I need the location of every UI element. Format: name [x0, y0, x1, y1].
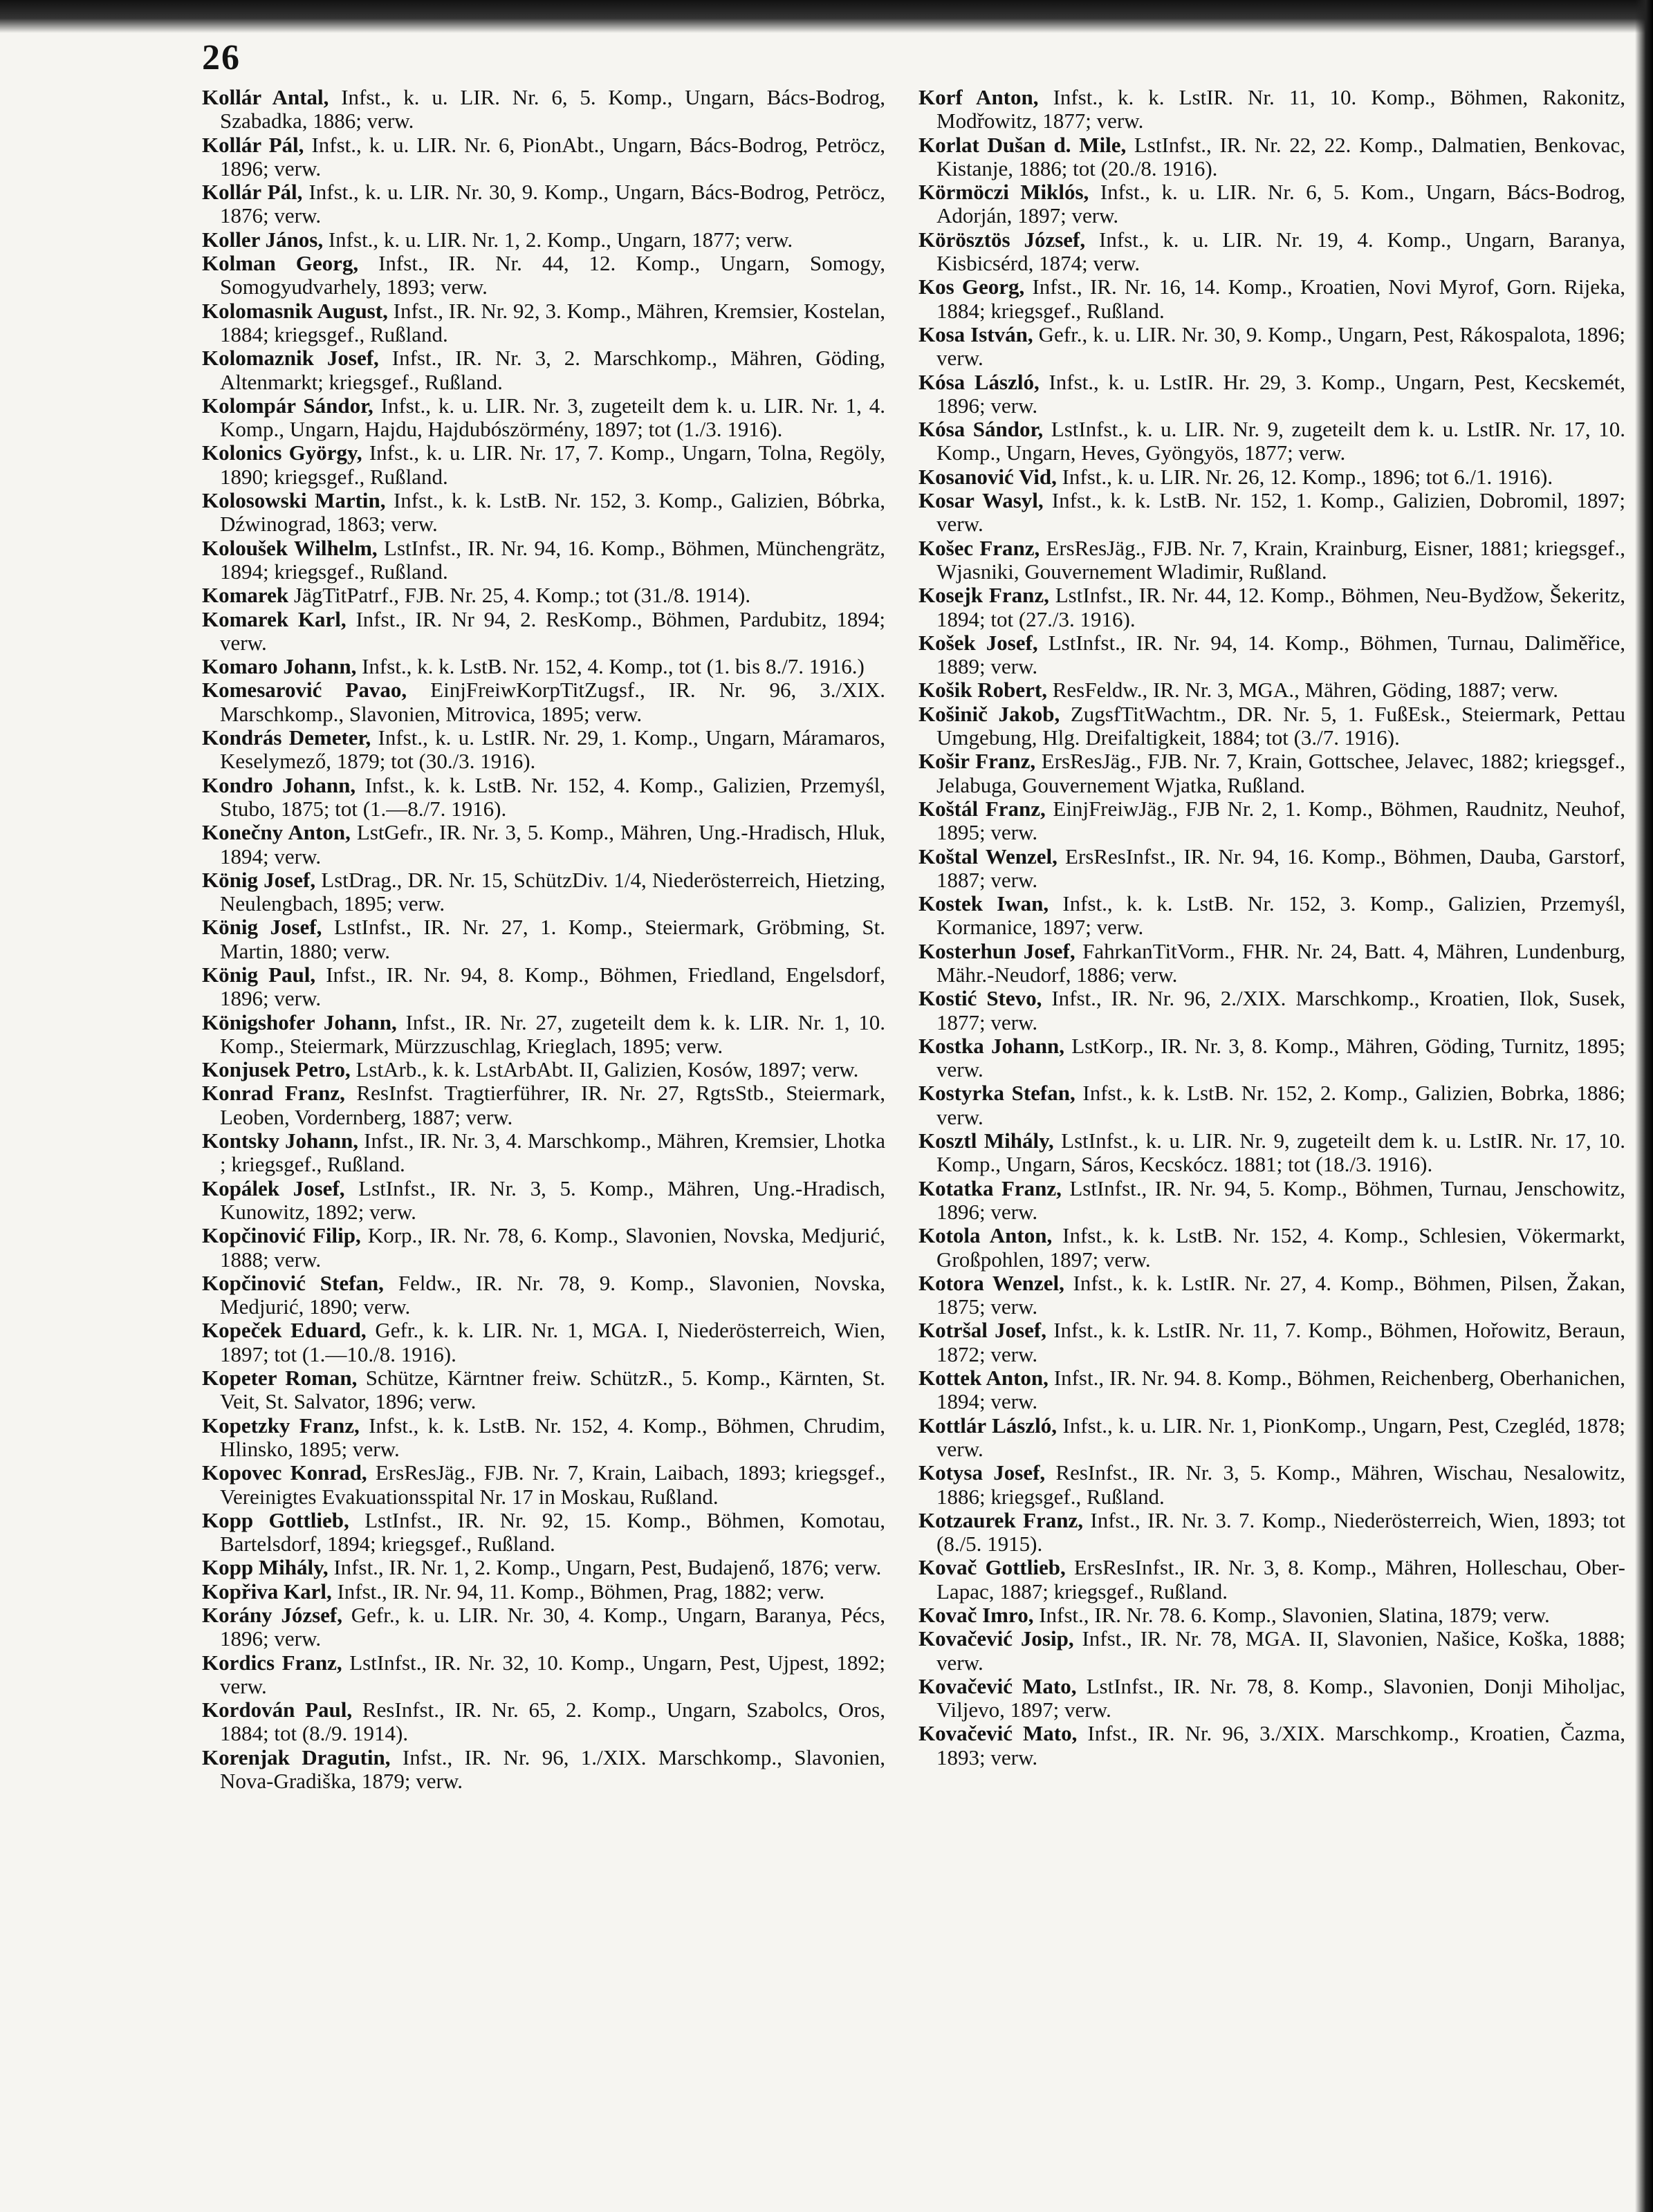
entry-details: Infst., IR. Nr. 78, MGA. II, Slavonien, Našice, Koška, 1888; verw. [936, 1626, 1625, 1675]
list-entry [202, 916, 885, 963]
entry-name: Kolosowski Martin, [202, 488, 386, 513]
entry-details: Infst., k. k. LstB. Nr. 152, 4. Komp., Galizien, Przemyśl, Stubo, 1875; tot (1.—8./7. 1916). [220, 772, 885, 821]
entry-details: ErsResJäg., FJB. Nr. 7, Krain, Krainburg, Eisner, 1881; kriegsgef., Wjasniki, Gouvernement Wladimir, Rußland. [936, 535, 1625, 584]
entry-details: JägTitPatrf., FJB. Nr. 25, 4. Komp.; tot (31./8. 1914). [288, 583, 751, 608]
entry-name: Kostyrka Stefan, [918, 1081, 1075, 1106]
entry-details: LstDrag., DR. Nr. 15, SchützDiv. 1/4, Niederösterreich, Hietzing, Neulengbach, 1895; verw. [220, 867, 885, 916]
entry-details: ResFeldw., IR. Nr. 3, MGA., Mähren, Göding, 1887; verw. [1047, 678, 1559, 703]
entry-details: Schütze, Kärntner freiw. SchützR., 5. Komp., Kärnten, St. Veit, St. Salvator, 1896; verw. [220, 1366, 885, 1414]
list-entry [918, 1129, 1625, 1177]
entry-details: Infst., IR. Nr. 44, 12. Komp., Ungarn, Somogy, Somogyudvarhely, 1893; verw. [220, 251, 885, 299]
entry-details: Infst., IR. Nr. 3, 2. Marschkomp., Mähren, Göding, Altenmarkt; kriegsgef., Rußland. [220, 346, 885, 394]
list-entry [918, 465, 1625, 489]
entry-details: ErsResInfst., IR. Nr. 94, 16. Komp., Böhmen, Dauba, Garstorf, 1887; verw. [936, 844, 1625, 892]
entry-details: Infst., k. k. LstB. Nr. 152, 4. Komp., tot (1. bis 8./7. 1916.) [356, 654, 865, 679]
entry-name: Kolonics György, [202, 440, 362, 465]
entry-name: Kosterhun Josef, [918, 938, 1075, 963]
entry-name: Korf Anton, [918, 85, 1039, 109]
entry-details: Infst., k. u. LIR. Nr. 6, 5. Kom., Ungarn, Bács-Bodrog, Adorján, 1897; verw. [936, 180, 1625, 228]
entry-details: ResInfst., IR. Nr. 3, 5. Komp., Mähren, Wischau, Nesalowitz, 1886; kriegsgef., Rußland. [936, 1460, 1625, 1509]
list-entry [202, 180, 885, 228]
entry-details: EinjFreiwJäg., FJB Nr. 2, 1. Komp., Böhmen, Raudnitz, Neuhof, 1895; verw. [936, 796, 1625, 845]
scan-edge-top [0, 0, 1653, 33]
entry-name: Koštál Franz, [918, 796, 1046, 821]
entry-name: Kollár Pál, [202, 132, 304, 157]
entry-details: Infst., k. u. LIR. Nr. 1, PionKomp., Ungarn, Pest, Czegléd, 1878; verw. [936, 1413, 1625, 1461]
entry-details: Infst., k. k. LstB. Nr. 152, 3. Komp., Galizien, Bóbrka, Dźwinograd, 1863; verw. [220, 488, 885, 537]
list-entry [202, 1224, 885, 1272]
list-entry [918, 1509, 1625, 1556]
entry-name: Korenjak Dragutin, [202, 1745, 391, 1769]
list-entry [918, 797, 1625, 845]
list-entry [202, 394, 885, 442]
list-entry [918, 86, 1625, 133]
list-entry [918, 133, 1625, 181]
list-entry [918, 1556, 1625, 1604]
entry-name: Kotatka Franz, [918, 1175, 1062, 1200]
entry-name: Kottek Anton, [918, 1366, 1049, 1391]
entry-details: Infst., k. k. LstB. Nr. 152, 3. Komp., Galizien, Przemyśl, Kormanice, 1897; verw. [936, 891, 1625, 940]
entry-name: Košek Josef, [918, 630, 1038, 655]
list-entry [202, 1556, 885, 1579]
entry-name: Kondro Johann, [202, 772, 356, 797]
entry-details: ZugsfTitWachtm., DR. Nr. 5, 1. FußEsk., Steiermark, Pettau Umgebung, Hlg. Dreifaltigkeit, 1884; tot (3./7. 1916). [936, 701, 1625, 750]
entry-name: Konjusek Petro, [202, 1057, 351, 1082]
list-entry [918, 1414, 1625, 1462]
entry-name: Koller János, [202, 227, 324, 252]
entry-name: Kontsky Johann, [202, 1128, 359, 1153]
entry-details: Infst., k. u. LIR. Nr. 19, 4. Komp., Ungarn, Baranya, Kisbicsérd, 1874; verw. [936, 227, 1625, 276]
entry-details: LstInfst., IR. Nr. 44, 12. Komp., Böhmen, Neu-Bydžow, Šekeritz, 1894; tot (27./3. 1916). [936, 583, 1625, 631]
entry-name: Kovač Gottlieb, [918, 1555, 1066, 1580]
list-entry [918, 845, 1625, 893]
list-entry [918, 228, 1625, 276]
entry-details: Infst., IR. Nr. 94. 8. Komp., Böhmen, Reichenberg, Oberhanichen, 1894; verw. [936, 1366, 1625, 1414]
entry-details: Infst., IR. Nr. 3, 4. Marschkomp., Mähren, Kremsier, Lhotka ; kriegsgef., Rußland. [220, 1128, 885, 1177]
entry-details: Korp., IR. Nr. 78, 6. Komp., Slavonien, Novska, Medjurić, 1888; verw. [220, 1223, 885, 1272]
list-entry [202, 1177, 885, 1225]
list-entry [202, 1461, 885, 1509]
entry-details: ErsResInfst., IR. Nr. 3, 8. Komp., Mähren, Holleschau, Ober-Lapac, 1887; kriegsgef., Rußland. [936, 1555, 1625, 1604]
entry-details: LstKorp., IR. Nr. 3, 8. Komp., Mähren, Göding, Turnitz, 1895; verw. [936, 1033, 1625, 1082]
entry-details: Infst., k. k. LstB. Nr. 152, 1. Komp., Galizien, Dobromil, 1897; verw. [936, 488, 1625, 537]
entry-details: Infst., k. u. LIR. Nr. 3, zugeteilt dem k. u. LIR. Nr. 1, 4. Komp., Ungarn, Hajdu, Hajdubószörmény, 1897; tot (1./3. 1916). [220, 393, 886, 442]
list-entry [202, 1011, 885, 1059]
list-entry [918, 631, 1625, 679]
entry-name: Kostić Stevo, [918, 986, 1042, 1011]
entry-details: LstInfst., IR. Nr. 22, 22. Komp., Dalmatien, Benkovac, Kistanje, 1886; tot (20./8. 1916). [936, 132, 1625, 180]
list-entry [918, 987, 1625, 1034]
list-entry [918, 275, 1625, 323]
list-entry [918, 892, 1625, 940]
entry-details: Gefr., k. u. LIR. Nr. 30, 4. Komp., Ungarn, Baranya, Pécs, 1896; verw. [220, 1603, 885, 1651]
list-entry [202, 655, 885, 678]
list-entry [202, 299, 885, 347]
entry-name: Kopp Mihály, [202, 1555, 329, 1580]
list-entry [918, 1366, 1625, 1414]
entry-name: Kosa István, [918, 322, 1033, 346]
entry-name: Kolompár Sándor, [202, 393, 373, 418]
list-entry [202, 1129, 885, 1177]
entry-name: König Paul, [202, 962, 316, 987]
entry-details: ResInfst., IR. Nr. 65, 2. Komp., Ungarn, Szabolcs, Oros, 1884; tot (8./9. 1914). [220, 1698, 885, 1746]
entry-details: ResInfst. Tragtierführer, IR. Nr. 27, RgtsStb., Steiermark, Leoben, Vordernberg, 1887; verw. [220, 1081, 885, 1129]
left-column [202, 86, 885, 1793]
scan-edge-right [1635, 0, 1653, 2212]
entry-details: Infst., k. k. LstIR. Nr. 11, 7. Komp., Böhmen, Hořowitz, Beraun, 1872; verw. [936, 1318, 1625, 1366]
list-entry [918, 1177, 1625, 1225]
entry-name: Korány József, [202, 1603, 343, 1627]
list-entry [202, 1081, 885, 1129]
entry-name: Kosar Wasyl, [918, 488, 1044, 513]
entry-details: FahrkanTitVorm., FHR. Nr. 24, Batt. 4, Mähren, Lundenburg, Mähr.-Neudorf, 1886; verw. [936, 938, 1626, 987]
entry-details: Infst., IR. Nr. 96, 1./XIX. Marschkomp., Slavonien, Nova-Gradiška, 1879; verw. [220, 1745, 885, 1794]
entry-name: Kovačević Josip, [918, 1626, 1074, 1651]
entry-name: Kolomaznik Josef, [202, 346, 379, 371]
entry-details: LstInfst., IR. Nr. 94, 5. Komp., Böhmen, Turnau, Jenschowitz, 1896; verw. [936, 1175, 1625, 1224]
list-entry [202, 1272, 885, 1319]
entry-name: Kopčinović Stefan, [202, 1270, 384, 1295]
entry-details: Infst., IR. Nr. 96, 2./XIX. Marschkomp., Kroatien, Ilok, Susek, 1877; verw. [936, 986, 1625, 1034]
list-entry [202, 1058, 885, 1081]
list-entry [202, 1509, 885, 1556]
entry-name: Kopčinović Filip, [202, 1223, 361, 1248]
right-column [918, 86, 1625, 1769]
list-entry [918, 1272, 1625, 1319]
entry-name: Kostka Johann, [918, 1033, 1064, 1058]
entry-details: Infst., IR. Nr. 94, 11. Komp., Böhmen, Prag, 1882; verw. [331, 1579, 825, 1604]
entry-name: Kordován Paul, [202, 1698, 353, 1722]
entry-name: Kopřiva Karl, [202, 1579, 332, 1604]
entry-details: Infst., k. u. LIR. Nr. 1, 2. Komp., Ungarn, 1877; verw. [323, 227, 793, 252]
entry-details: Infst., IR. Nr. 78. 6. Komp., Slavonien, Slatina, 1879; verw. [1033, 1603, 1550, 1627]
list-entry [918, 371, 1625, 418]
entry-details: LstGefr., IR. Nr. 3, 5. Komp., Mähren, Ung.-Hradisch, Hluk, 1894; verw. [220, 820, 885, 868]
list-entry [202, 774, 885, 821]
list-entry [202, 252, 885, 299]
entry-details: Infst., IR. Nr. 92, 3. Komp., Mähren, Kremsier, Kostelan, 1884; kriegsgef., Rußland. [220, 298, 885, 346]
entry-name: Kopeter Roman, [202, 1366, 358, 1391]
entry-name: Kotysa Josef, [918, 1460, 1046, 1485]
entry-details: Infst., k. k. LstIR. Nr. 27, 4. Komp., Böhmen, Pilsen, Žakan, 1875; verw. [936, 1270, 1626, 1319]
entry-name: Kottlár László, [918, 1413, 1057, 1438]
entry-details: Feldw., IR. Nr. 78, 9. Komp., Slavonien, Novska, Medjurić, 1890; verw. [220, 1270, 885, 1319]
entry-name: Kopeček Eduard, [202, 1318, 367, 1343]
entry-details: LstInfst., IR. Nr. 94, 16. Komp., Böhmen, Münchengrätz, 1894; kriegsgef., Rußland. [220, 535, 885, 584]
list-entry [202, 726, 885, 774]
list-entry [202, 86, 885, 133]
list-entry [202, 346, 885, 394]
list-entry [918, 1722, 1625, 1769]
entry-name: Kosejk Franz, [918, 583, 1049, 608]
entry-name: Kolman Georg, [202, 251, 359, 276]
list-entry [918, 1627, 1625, 1675]
list-entry [202, 584, 885, 607]
entry-details: Infst., k. k. LstB. Nr. 152, 4. Komp., Schlesien, Vökermarkt, Großpohlen, 1897; verw. [936, 1223, 1626, 1272]
entry-name: König Josef, [202, 867, 316, 892]
entry-details: Infst., k. u. LIR. Nr. 6, PionAbt., Ungarn, Bács-Bodrog, Petröcz, 1896; verw. [220, 132, 885, 180]
entry-name: Kosztl Mihály, [918, 1128, 1054, 1153]
entry-details: LstInfst., IR. Nr. 3, 5. Komp., Mähren, Ung.-Hradisch, Kunowitz, 1892; verw. [220, 1175, 885, 1224]
entry-name: Kostek Iwan, [918, 891, 1049, 916]
entry-details: LstArb., k. k. LstArbAbt. II, Galizien, Kosów, 1897; verw. [350, 1057, 859, 1082]
list-entry [202, 678, 885, 726]
list-entry [202, 1651, 885, 1699]
list-entry [918, 1675, 1625, 1722]
entry-name: Komesarović Pavao, [202, 678, 407, 703]
entry-name: Košir Franz, [918, 749, 1036, 774]
entry-details: Infst., k. u. LIR. Nr. 6, 5. Komp., Ungarn, Bács-Bodrog, Szabadka, 1886; verw. [220, 85, 885, 133]
entry-name: König Josef, [202, 915, 322, 940]
entry-details: EinjFreiwKorpTitZugsf., IR. Nr. 96, 3./XIX. Marschkomp., Slavonien, Mitrovica, 1895; verw. [220, 678, 885, 726]
entry-name: Kotzaurek Franz, [918, 1507, 1083, 1532]
entry-name: Kollár Antal, [202, 85, 329, 109]
list-entry [202, 1319, 885, 1366]
list-entry [202, 441, 885, 489]
entry-details: Infst., k. u. LIR. Nr. 26, 12. Komp., 1896; tot 6./1. 1916). [1056, 464, 1553, 489]
entry-details: LstInfst., IR. Nr. 27, 1. Komp., Steiermark, Gröbming, St. Martin, 1880; verw. [220, 915, 885, 963]
list-entry [918, 418, 1625, 465]
entry-name: Konrad Franz, [202, 1081, 345, 1106]
entry-name: Kondrás Demeter, [202, 725, 371, 750]
entry-details: Infst., k. u. LIR. Nr. 17, 7. Komp., Ungarn, Tolna, Regöly, 1890; kriegsgef., Rußland. [220, 440, 885, 489]
entry-details: LstInfst., IR. Nr. 32, 10. Komp., Ungarn, Pest, Ujpest, 1892; verw. [220, 1650, 885, 1698]
entry-name: Košinič Jakob, [918, 701, 1060, 726]
entry-name: Komarek Karl, [202, 606, 347, 631]
list-entry [918, 584, 1625, 631]
entry-name: Kósa Sándor, [918, 417, 1044, 442]
list-entry [918, 323, 1625, 371]
list-entry [918, 1081, 1625, 1129]
entry-details: Infst., IR. Nr. 1, 2. Komp., Ungarn, Pest, Budajenő, 1876; verw. [328, 1555, 882, 1580]
list-entry [202, 608, 885, 656]
list-entry [202, 868, 885, 916]
list-entry [202, 821, 885, 868]
list-entry [202, 489, 885, 537]
list-entry [918, 703, 1625, 750]
list-entry [918, 180, 1625, 228]
entry-details: LstInfst., k. u. LIR. Nr. 9, zugeteilt dem k. u. LstIR. Nr. 17, 10. Komp., Ungarn, Sáros, Kecskócz. 1881; tot (18./3. 1916). [936, 1128, 1625, 1177]
entry-details: Infst., IR. Nr. 16, 14. Komp., Kroatien, Novi Myrof, Gorn. Rijeka, 1884; kriegsgef., Rußland. [936, 275, 1626, 323]
list-entry [918, 1319, 1625, 1366]
entry-details: ErsResJäg., FJB. Nr. 7, Krain, Laibach, 1893; kriegsgef., Vereinigtes Evakuationsspital Nr. 17 in Moskau, Rußland. [220, 1460, 885, 1509]
entry-name: Konečny Anton, [202, 820, 351, 845]
list-entry [918, 1224, 1625, 1272]
list-entry [918, 678, 1625, 702]
list-entry [202, 537, 885, 584]
entry-name: Košik Robert, [918, 678, 1047, 703]
entry-details: ErsResJäg., FJB. Nr. 7, Krain, Gottschee, Jelavec, 1882; kriegsgef., Jelabuga, Gouvernement Wjatka, Rußland. [936, 749, 1625, 797]
entry-name: Kotršal Josef, [918, 1318, 1046, 1343]
list-entry [918, 1461, 1625, 1509]
entry-details: Gefr., k. u. LIR. Nr. 30, 9. Komp., Ungarn, Pest, Rákospalota, 1896; verw. [936, 322, 1625, 371]
list-entry [918, 489, 1625, 537]
entry-details: LstInfst., IR. Nr. 92, 15. Komp., Böhmen, Komotau, Bartelsdorf, 1894; kriegsgef., Rußland. [220, 1507, 885, 1556]
entry-details: Infst., IR. Nr 94, 2. ResKomp., Böhmen, Pardubitz, 1894; verw. [220, 606, 885, 655]
list-entry [202, 228, 885, 252]
entry-name: Kotola Anton, [918, 1223, 1053, 1248]
entry-details: Infst., k. k. LstIR. Nr. 11, 10. Komp., Böhmen, Rakonitz, Modřowitz, 1877; verw. [936, 85, 1625, 133]
list-entry [918, 1604, 1625, 1627]
entry-name: Körösztös József, [918, 227, 1086, 252]
page-number: 26 [202, 38, 241, 77]
entry-name: Korlat Dušan d. Mile, [918, 132, 1127, 157]
entry-name: Kopálek Josef, [202, 1175, 345, 1200]
entry-name: Kopovec Konrad, [202, 1460, 367, 1485]
entry-details: LstInfst., IR. Nr. 94, 14. Komp., Böhmen, Turnau, Daliměřice, 1889; verw. [936, 630, 1625, 679]
list-entry [918, 537, 1625, 584]
entry-details: Infst., k. u. LstIR. Nr. 29, 1. Komp., Ungarn, Máramaros, Keselymező, 1879; tot (30./3. 1916). [220, 725, 885, 774]
entry-name: Koštal Wenzel, [918, 844, 1058, 868]
entry-name: Kopetzky Franz, [202, 1413, 360, 1438]
entry-details: Infst., IR. Nr. 3. 7. Komp., Niederösterreich, Wien, 1893; tot (8./5. 1915). [936, 1507, 1625, 1556]
entry-name: Kollár Pál, [202, 180, 303, 205]
entry-name: Kordics Franz, [202, 1650, 342, 1675]
entry-name: Koloušek Wilhelm, [202, 535, 378, 560]
list-entry [202, 133, 885, 181]
entry-name: Komarek [202, 583, 289, 608]
entry-name: Kovač Imro, [918, 1603, 1034, 1627]
entry-name: Kovačević Mato, [918, 1673, 1077, 1698]
entry-name: Körmöczi Miklós, [918, 180, 1089, 205]
list-entry [202, 963, 885, 1011]
entry-name: Kolomasnik August, [202, 298, 388, 323]
entry-details: Infst., IR. Nr. 27, zugeteilt dem k. k. LIR. Nr. 1, 10. Komp., Steiermark, Mürzzuschlag, Krieglach, 1895; verw. [220, 1010, 885, 1058]
list-entry [202, 1366, 885, 1414]
entry-details: LstInfst., k. u. LIR. Nr. 9, zugeteilt dem k. u. LstIR. Nr. 17, 10. Komp., Ungarn, Heves, Gyöngyös, 1877; verw. [936, 417, 1625, 465]
entry-details: LstInfst., IR. Nr. 78, 8. Komp., Slavonien, Donji Miholjac, Viljevo, 1897; verw. [936, 1673, 1625, 1722]
entry-details: Infst., IR. Nr. 94, 8. Komp., Böhmen, Friedland, Engelsdorf, 1896; verw. [220, 962, 885, 1011]
entry-name: Kovačević Mato, [918, 1721, 1078, 1746]
list-entry [918, 940, 1625, 987]
entry-name: Košec Franz, [918, 535, 1040, 560]
entry-details: Gefr., k. k. LIR. Nr. 1, MGA. I, Niederösterreich, Wien, 1897; tot (1.—10./8. 1916). [220, 1318, 885, 1366]
entry-details: Infst., IR. Nr. 96, 3./XIX. Marschkomp., Kroatien, Čazma, 1893; verw. [936, 1721, 1625, 1769]
entry-details: Infst., k. u. LIR. Nr. 30, 9. Komp., Ungarn, Bács-Bodrog, Petröcz, 1876; verw. [220, 180, 885, 228]
entry-name: Kósa László, [918, 369, 1040, 394]
entry-name: Königshofer Johann, [202, 1010, 397, 1034]
entry-details: Infst., k. k. LstB. Nr. 152, 2. Komp., Galizien, Bobrka, 1886; verw. [936, 1081, 1625, 1129]
entry-name: Kosanović Vid, [918, 464, 1057, 489]
entry-name: Komaro Johann, [202, 654, 357, 679]
list-entry [202, 1414, 885, 1462]
entry-details: Infst., k. u. LstIR. Hr. 29, 3. Komp., Ungarn, Pest, Kecskemét, 1896; verw. [936, 369, 1626, 418]
list-entry [918, 1034, 1625, 1082]
entry-name: Kos Georg, [918, 275, 1025, 299]
list-entry [202, 1746, 885, 1794]
entry-name: Kotora Wenzel, [918, 1270, 1064, 1295]
list-entry [202, 1604, 885, 1651]
entry-details: Infst., k. k. LstB. Nr. 152, 4. Komp., Böhmen, Chrudim, Hlinsko, 1895; verw. [220, 1413, 886, 1461]
list-entry [918, 750, 1625, 797]
list-entry [202, 1698, 885, 1746]
list-entry [202, 1580, 885, 1604]
entry-name: Kopp Gottlieb, [202, 1507, 349, 1532]
